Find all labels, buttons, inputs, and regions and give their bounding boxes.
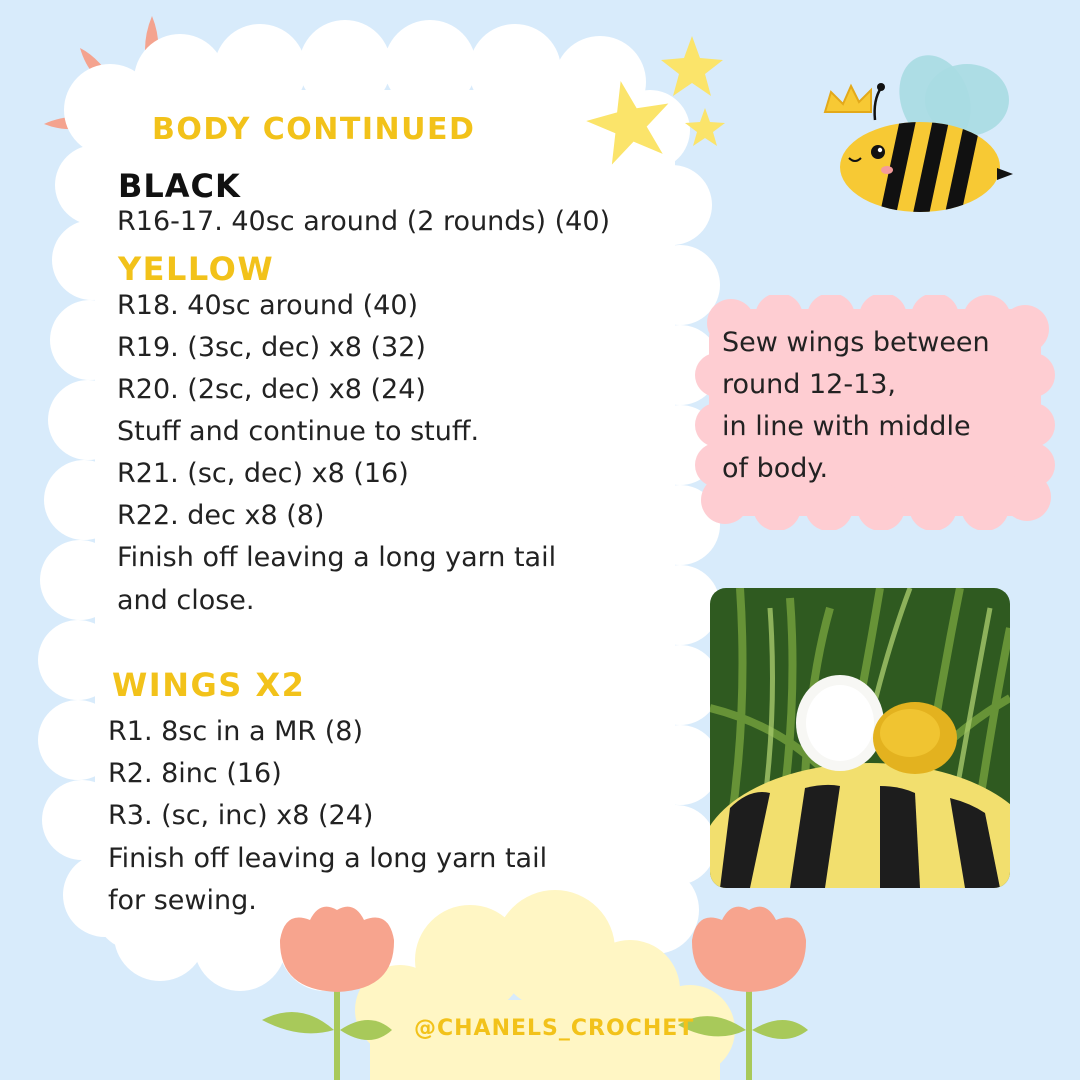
wings-round-line: R2. 8inc (16) [108,758,282,789]
black-round-line: R16-17. 40sc around (2 rounds) (40) [117,206,611,237]
yellow-round-line: R20. (2sc, dec) x8 (24) [117,374,426,405]
note-line: in line with middle [722,411,971,442]
yellow-round-line: R21. (sc, dec) x8 (16) [117,458,409,489]
instagram-handle: @CHANELS_CROCHET [414,1016,695,1041]
wings-round-line: for sewing. [108,885,257,916]
yellow-round-line: R19. (3sc, dec) x8 (32) [117,332,426,363]
yellow-round-line: R22. dec x8 (8) [117,500,325,531]
black-color-label: BLACK [118,167,241,205]
note-line: round 12-13, [722,369,897,400]
yellow-round-line: and close. [117,585,255,616]
yellow-round-line: R18. 40sc around (40) [117,290,419,321]
wings-round-line: R3. (sc, inc) x8 (24) [108,800,374,831]
yellow-round-line: Finish off leaving a long yarn tail [117,542,557,573]
yellow-color-label: YELLOW [118,250,275,288]
wings-round-line: R1. 8sc in a MR (8) [108,716,363,747]
yellow-round-line: Stuff and continue to stuff. [117,416,480,447]
wings-round-line: Finish off leaving a long yarn tail [108,843,548,874]
note-line: Sew wings between [722,327,990,358]
body-continued-heading: BODY CONTINUED [152,112,476,147]
note-line: of body. [722,453,829,484]
wings-heading: WINGS X2 [112,666,306,704]
